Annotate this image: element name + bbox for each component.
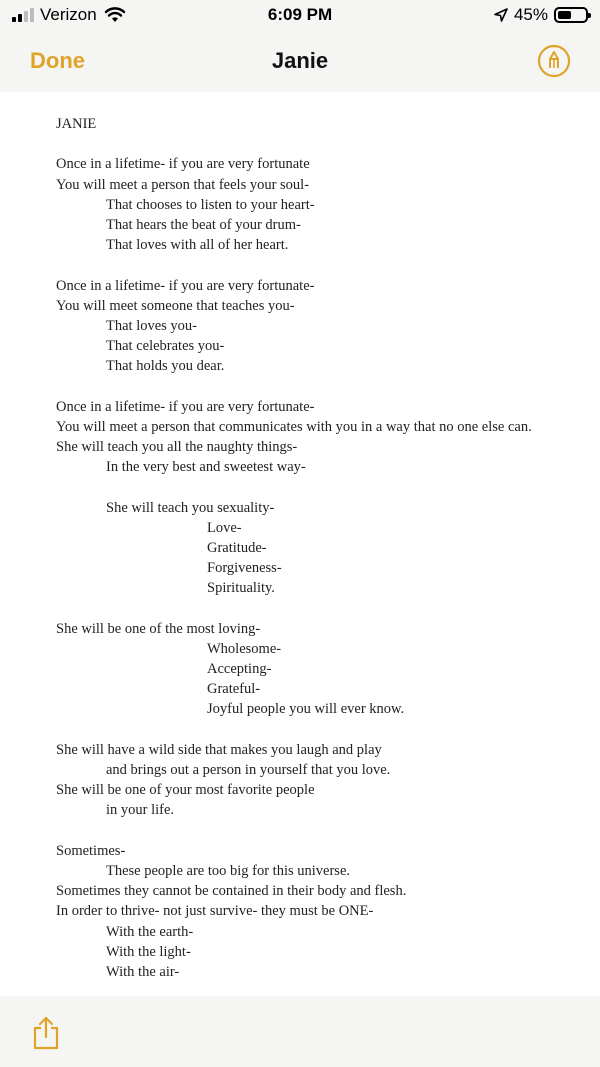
- poem-line: JANIE: [56, 116, 97, 132]
- blank-line: [0, 599, 600, 619]
- carrier-label: Verizon: [40, 5, 97, 24]
- poem-line: That loves you-: [106, 317, 198, 334]
- poem-line: She will teach you all the naughty things-: [56, 439, 298, 455]
- poem-line: In the very best and sweetest way-: [106, 459, 306, 476]
- share-icon[interactable]: [31, 1016, 61, 1050]
- poem-line: Forgiveness-: [207, 560, 282, 577]
- nav-bar: [0, 34, 600, 92]
- poem-line: You will meet a person that feels your soul-: [56, 176, 310, 193]
- poem-line: Grateful-: [207, 681, 261, 698]
- poem-line: You will meet a person that communicates with you in a way that no one else can.: [56, 418, 532, 435]
- blank-line: [0, 376, 600, 396]
- poem-line: Once in a lifetime- if you are very fortunate-: [56, 277, 315, 294]
- poem-line: Once in a lifetime- if you are very fortunate-: [56, 398, 315, 415]
- blank-line: [0, 821, 600, 841]
- battery-icon: [554, 7, 588, 23]
- poem-line: That chooses to listen to your heart-: [106, 196, 315, 213]
- location-arrow-icon: [494, 8, 508, 22]
- poem-line: That holds you dear.: [106, 358, 225, 375]
- status-time: 6:09 PM: [267, 5, 333, 24]
- poem-line: She will teach you sexuality-: [106, 499, 275, 516]
- poem-line: She will have a wild side that makes you laugh and play: [56, 741, 382, 758]
- blank-line: [0, 477, 600, 497]
- poem-line: Love-: [207, 519, 242, 536]
- poem-line: Once in a lifetime- if you are very fortunate: [56, 156, 310, 173]
- battery-percent: 45%: [513, 5, 548, 24]
- poem-line: Gratitude-: [207, 539, 267, 556]
- blank-line: [0, 134, 600, 154]
- document-text: [0, 114, 600, 982]
- document-page: [0, 92, 600, 996]
- poem-line: in your life.: [106, 802, 175, 819]
- poem-line: That celebrates you-: [106, 338, 225, 355]
- poem-line: With the light-: [106, 943, 191, 960]
- poem-line: With the air-: [106, 963, 180, 980]
- poem-line: Joyful people you will ever know.: [207, 701, 405, 718]
- status-bar: [0, 0, 600, 34]
- poem-line: Accepting-: [207, 661, 272, 678]
- poem-line: That hears the beat of your drum-: [106, 216, 301, 233]
- done-button[interactable]: Done: [30, 48, 85, 73]
- poem-line: In order to thrive- not just survive- they must be ONE-: [56, 903, 374, 920]
- poem-line: She will be one of the most loving-: [56, 620, 261, 637]
- blank-line: [0, 255, 600, 275]
- poem-line: Spirituality.: [207, 580, 275, 597]
- poem-line: These people are too big for this universe.: [106, 862, 351, 879]
- poem-line: Sometimes they cannot be contained in their body and flesh.: [56, 883, 407, 900]
- status-right: [494, 5, 588, 25]
- poem-line: With the earth-: [106, 923, 194, 940]
- poem-line: Sometimes-: [56, 842, 126, 859]
- bottom-toolbar: [0, 996, 600, 1067]
- page-title: Janie: [271, 48, 329, 73]
- poem-line: That loves with all of her heart.: [106, 237, 289, 254]
- markup-pen-icon[interactable]: [537, 44, 571, 78]
- poem-line: Wholesome-: [207, 640, 282, 657]
- poem-line: and brings out a person in yourself that you love.: [106, 762, 391, 778]
- poem-line: You will meet someone that teaches you-: [56, 297, 295, 314]
- poem-line: She will be one of your most favorite people: [56, 782, 315, 799]
- blank-line: [0, 720, 600, 740]
